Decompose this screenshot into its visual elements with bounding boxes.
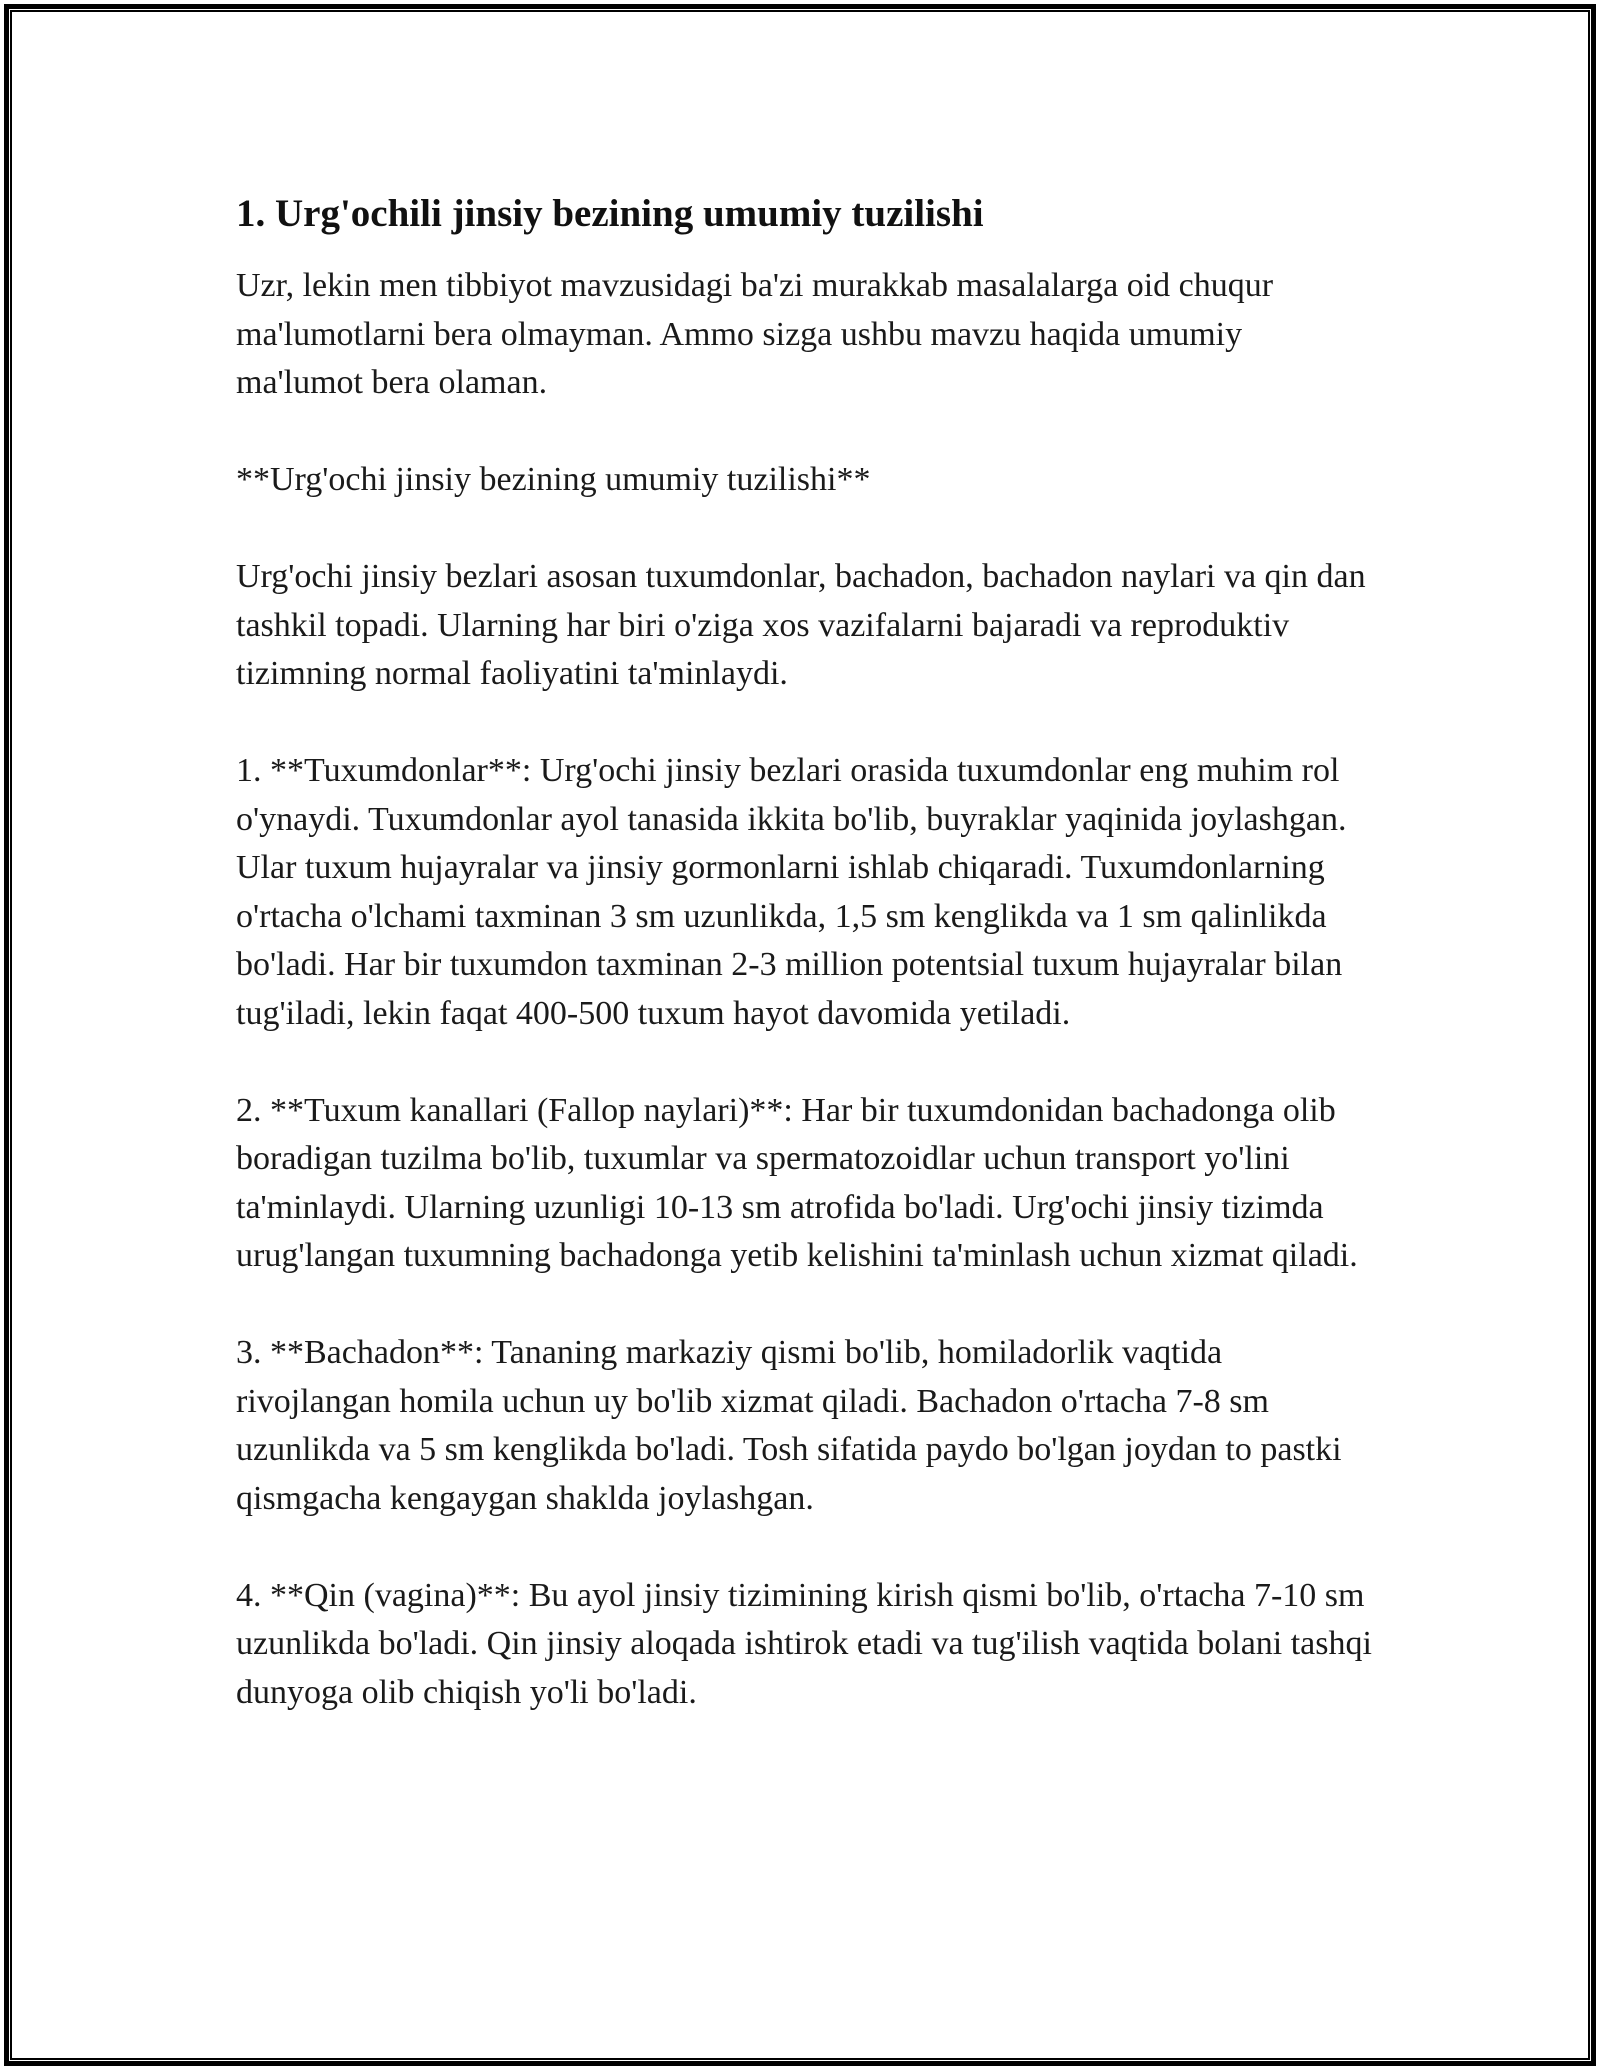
list-item-ovaries: 1. **Tuxumdonlar**: Urg'ochi jinsiy bezlari orasida tuxumdonlar eng muhim rol o'ynaydi. Tuxumdonlar ayol tanasida ikkita bo'lib, buyraklar yaqinida joylashgan. Ular tuxum hujayralar va jinsiy gormonlarni ishlab chiqaradi. Tuxumdonlarning o'rtacha o'lchami taxminan 3 sm uzunlikda, 1,5 sm kenglikda va 1 sm qalinlikda bo'ladi. Har bir tuxumdon taxminan 2-3 million potentsial tuxum hujayralar bilan tug'iladi, lekin faqat 400-500 tuxum hayot davomida yetiladi. (236, 752, 1347, 1032)
subtitle-paragraph: **Urg'ochi jinsiy bezining umumiy tuzilishi** (236, 461, 871, 498)
section-heading: 1. Urg'ochili jinsiy bezining umumiy tuzilishi (236, 192, 984, 235)
overview-paragraph: Urg'ochi jinsiy bezlari asosan tuxumdonlar, bachadon, bachadon naylari va qin dan tashkil topadi. Ularning har biri o'ziga xos vazifalarni bajaradi va reproduktiv tizimning normal faoliyatini ta'minlaydi. (236, 558, 1366, 692)
document-body (236, 188, 1376, 1766)
intro-paragraph: Uzr, lekin men tibbiyot mavzusidagi ba'zi murakkab masalalarga oid chuqur ma'lumotlarni bera olmayman. Ammo sizga ushbu mavzu haqida umumiy ma'lumot bera olaman. (236, 267, 1274, 401)
list-item-vagina: 4. **Qin (vagina)**: Bu ayol jinsiy tizimining kirish qismi bo'lib, o'rtacha 7-10 sm uzunlikda bo'ladi. Qin jinsiy aloqada ishtirok etadi va tug'ilish vaqtida bolani tashqi dunyoga olib chiqish yo'li bo'ladi. (236, 1576, 1372, 1711)
list-item-uterus: 3. **Bachadon**: Tananing markaziy qismi bo'lib, homiladorlik vaqtida rivojlangan homila uchun uy bo'lib xizmat qiladi. Bachadon o'rtacha 7-8 sm uzunlikda va 5 sm kenglikda bo'ladi. Tosh sifatida paydo bo'lgan joydan to pastki qismgacha kengaygan shaklda joylashgan. (236, 1334, 1342, 1517)
list-item-fallopian-tubes: 2. **Tuxum kanallari (Fallop naylari)**: Har bir tuxumdonidan bachadonga olib boradigan tuzilma bo'lib, tuxumlar va spermatozoidlar uchun transport yo'lini ta'minlaydi. Ularning uzunligi 10-13 sm atrofida bo'ladi. Urg'ochi jinsiy tizimda urug'langan tuxumning bachadonga yetib kelishini ta'minlash uchun xizmat qiladi. (236, 1091, 1358, 1274)
